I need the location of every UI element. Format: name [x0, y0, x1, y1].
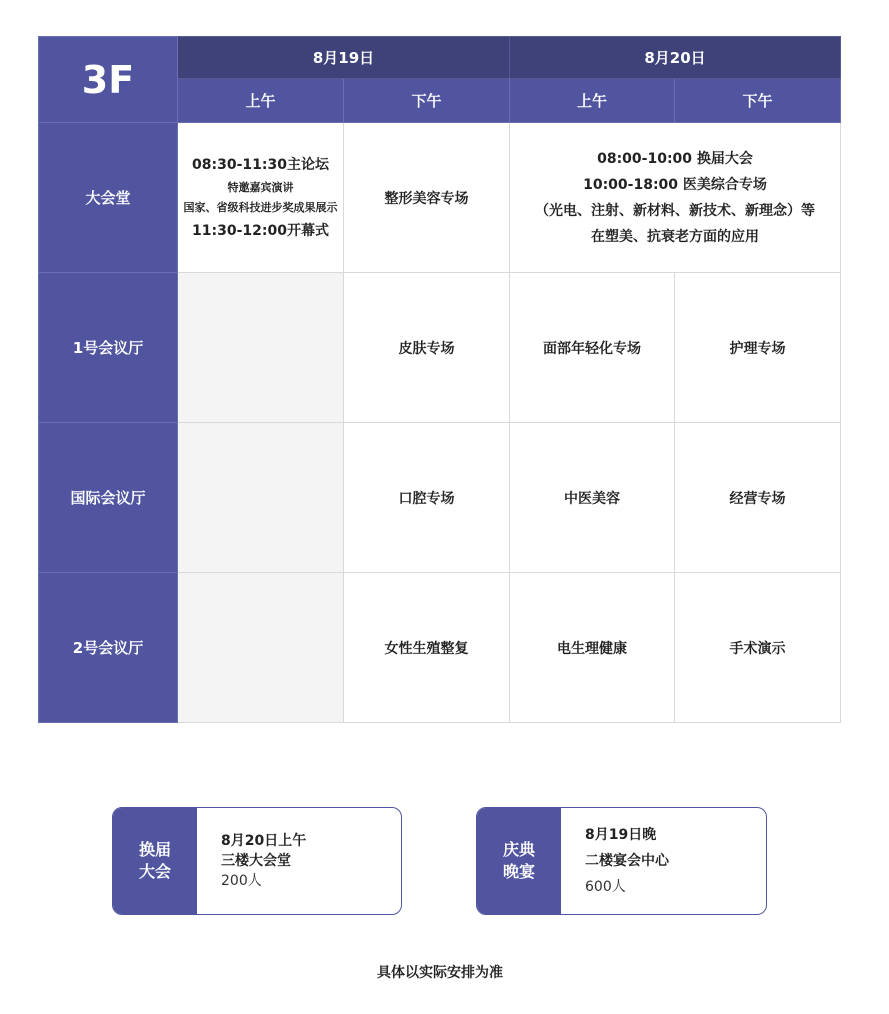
floor-label: 3F	[39, 37, 178, 123]
session-line: 10:00-18:00 医美综合专场	[583, 176, 767, 193]
half-header: 下午	[675, 79, 841, 123]
event-card-banquet	[476, 807, 767, 915]
session-line: （光电、注射、新材料、新技术、新理念）等	[535, 202, 815, 219]
event-tag-line: 大会	[138, 862, 171, 881]
cell-session: 皮肤专场	[344, 273, 510, 423]
cell-empty	[178, 423, 344, 573]
cell-main-hall-d20	[510, 123, 841, 273]
room-main-hall: 大会堂	[39, 123, 178, 273]
half-header: 下午	[344, 79, 510, 123]
session-line: 08:00-10:00 换届大会	[597, 150, 753, 167]
event-details	[561, 808, 669, 914]
session-line: 08:30-11:30主论坛	[192, 156, 329, 173]
cell-empty	[178, 273, 344, 423]
event-details	[197, 808, 306, 914]
event-card-election	[112, 807, 402, 915]
cell-session: 口腔专场	[344, 423, 510, 573]
event-attendance: 600人	[585, 879, 626, 895]
event-tag	[113, 808, 197, 914]
cell-session: 护理专场	[675, 273, 841, 423]
event-time: 8月20日上午	[221, 833, 307, 849]
cell-session: 中医美容	[510, 423, 675, 573]
half-header: 上午	[178, 79, 344, 123]
room-intl-hall: 国际会议厅	[39, 423, 178, 573]
event-attendance: 200人	[221, 873, 262, 889]
date-header-aug19: 8月19日	[178, 37, 510, 79]
event-time: 8月19日晚	[585, 827, 657, 843]
session-line: 特邀嘉宾演讲	[227, 180, 294, 194]
cell-session: 电生理健康	[510, 573, 675, 723]
cell-main-hall-d19-pm: 整形美容专场	[344, 123, 510, 273]
cell-empty	[178, 573, 344, 723]
room-hall-2: 2号会议厅	[39, 573, 178, 723]
cell-session: 女性生殖整复	[344, 573, 510, 723]
cell-session: 经营专场	[675, 423, 841, 573]
session-line: 国家、省级科技进步奖成果展示	[183, 200, 338, 214]
event-place: 二楼宴会中心	[585, 853, 669, 869]
footer-note: 具体以实际安排为准	[377, 965, 503, 981]
room-hall-1: 1号会议厅	[39, 273, 178, 423]
cell-session: 面部年轻化专场	[510, 273, 675, 423]
cell-session: 手术演示	[675, 573, 841, 723]
event-tag	[477, 808, 561, 914]
event-tag-line: 换届	[138, 840, 171, 859]
event-tag-line: 晚宴	[502, 862, 535, 881]
date-header-aug20: 8月20日	[510, 37, 841, 79]
session-line: 11:30-12:00开幕式	[192, 222, 329, 239]
schedule-table	[38, 36, 840, 722]
session-line: 在塑美、抗衰老方面的应用	[591, 228, 759, 245]
cell-main-hall-d19-am	[178, 123, 344, 273]
event-place: 三楼大会堂	[221, 853, 291, 869]
half-header: 上午	[510, 79, 675, 123]
event-tag-line: 庆典	[502, 840, 535, 859]
